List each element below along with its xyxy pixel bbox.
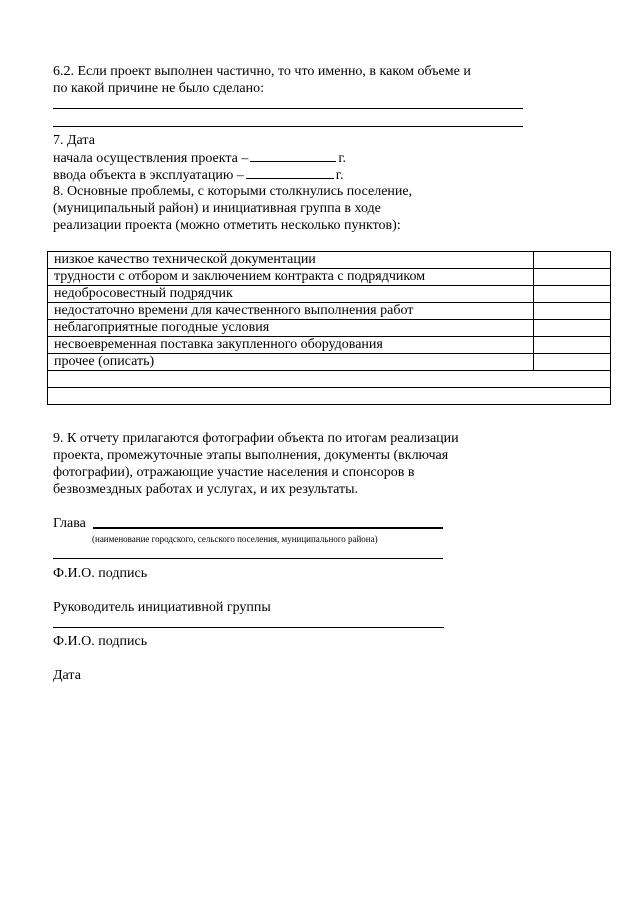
table-row — [48, 269, 611, 286]
fio-sign-label-1: Ф.И.О. подпись — [53, 566, 148, 581]
start-date-suffix: г. — [338, 151, 346, 166]
table-row-blank — [48, 371, 611, 388]
head-caption: (наименование городского, сельского поселения, муниципального района) — [92, 534, 378, 544]
section-6-2-line-2: по какой причине не было сделано: — [53, 81, 264, 96]
problem-mark-cell[interactable] — [534, 354, 611, 371]
section-7-heading: 7. Дата — [53, 133, 95, 148]
start-date-label: начала осуществления проекта – — [53, 151, 249, 166]
section-8-line-2: (муниципальный район) и инициативная группа в ходе — [53, 201, 381, 216]
table-row-blank — [48, 388, 611, 405]
problem-label: прочее (описать) — [48, 354, 534, 371]
problem-label: недостаточно времени для качественного выполнения работ — [48, 303, 534, 320]
head-signature-line[interactable] — [53, 558, 443, 559]
problem-mark-cell[interactable] — [534, 286, 611, 303]
fio-sign-label-2: Ф.И.О. подпись — [53, 634, 148, 649]
section-9-line-2: проекта, промежуточные этапы выполнения, документы (включая — [53, 448, 449, 463]
problem-label: низкое качество технической документации — [48, 252, 534, 269]
problem-mark-cell[interactable] — [534, 303, 611, 320]
section-6-2-line-1: 6.2. Если проект выполнен частично, то что именно, в каком объеме и — [53, 64, 471, 79]
commission-date-field[interactable] — [246, 166, 334, 179]
group-leader-label: Руководитель инициативной группы — [53, 600, 271, 615]
other-description-cell[interactable] — [48, 371, 611, 388]
start-date-field[interactable] — [250, 149, 336, 162]
problems-table — [47, 251, 611, 405]
group-leader-signature-line[interactable] — [53, 627, 444, 628]
table-row — [48, 320, 611, 337]
problem-mark-cell[interactable] — [534, 320, 611, 337]
problem-label: трудности с отбором и заключением контракта с подрядчиком — [48, 269, 534, 286]
table-row — [48, 354, 611, 371]
problem-mark-cell[interactable] — [534, 269, 611, 286]
head-name-field[interactable] — [93, 527, 443, 529]
section-9-line-1: 9. К отчету прилагаются фотографии объекта по итогам реализации — [53, 431, 459, 446]
problem-label: неблагоприятные погодные условия — [48, 320, 534, 337]
section-8-line-3: реализации проекта (можно отметить несколько пунктов): — [53, 218, 401, 233]
answer-line-2[interactable] — [53, 126, 523, 127]
table-row — [48, 337, 611, 354]
problem-label: несвоевременная поставка закупленного оборудования — [48, 337, 534, 354]
problem-mark-cell[interactable] — [534, 337, 611, 354]
commission-date-suffix: г. — [335, 168, 344, 183]
section-9-line-3: фотографии), отражающие участие населения и спонсоров в — [53, 465, 415, 480]
other-description-cell[interactable] — [48, 388, 611, 405]
start-date-line — [53, 149, 346, 167]
table-row — [48, 286, 611, 303]
section-9-line-4: безвозмездных работах и услугах, и их результаты. — [53, 482, 359, 497]
table-row — [48, 252, 611, 269]
table-row — [48, 303, 611, 320]
section-8-line-1: 8. Основные проблемы, с которыми столкнулись поселение, — [53, 184, 413, 199]
commission-date-line — [53, 166, 343, 184]
commission-date-label: ввода объекта в эксплуатацию – — [53, 168, 244, 183]
date-label: Дата — [53, 668, 81, 683]
head-label: Глава — [53, 516, 86, 531]
answer-line-1[interactable] — [53, 108, 523, 109]
problem-label: недобросовестный подрядчик — [48, 286, 534, 303]
problem-mark-cell[interactable] — [534, 252, 611, 269]
